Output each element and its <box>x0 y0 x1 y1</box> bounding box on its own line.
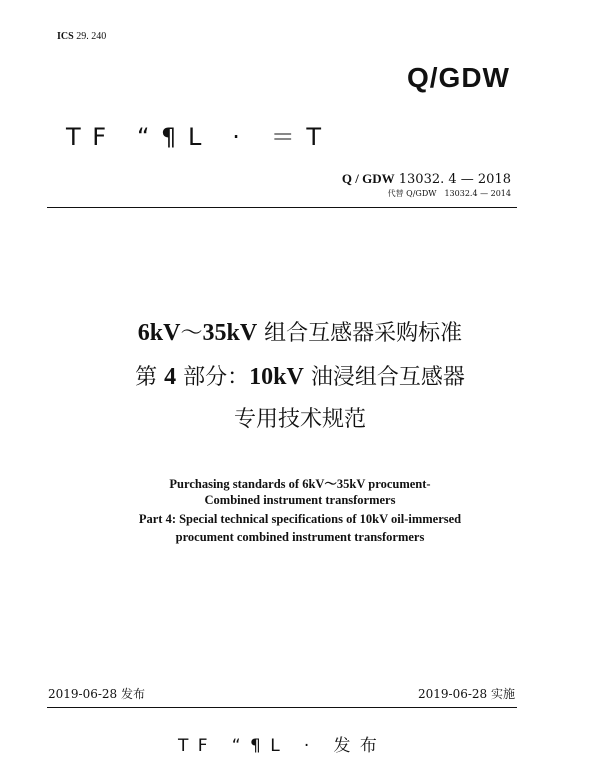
standard-logo: Q/GDW <box>407 62 510 93</box>
standard-number: Q / GDW 13032. 4 — 2018 <box>341 171 511 187</box>
title-en-line-3: Part 4: Special technical specifications of 10kV oil-immersed <box>138 512 462 526</box>
title-cn-line-1: 6kV～35kV 组合互感器采购标准 <box>137 320 463 346</box>
replaces-note: 代替 Q/GDW 13032.4 — 2014 <box>387 189 511 198</box>
ics-code: ICS 29. 240 <box>57 31 107 42</box>
issuer-banner: T F “ ¶ L · ＝ T <box>66 123 324 151</box>
title-en-line-4: procument combined instrument transformers <box>175 530 425 544</box>
title-en-line-1: Purchasing standards of 6kV～35kV procument- <box>169 477 431 491</box>
bottom-divider <box>47 707 517 708</box>
top-divider <box>47 207 517 208</box>
implement-date: 2019-06-28 实施 <box>417 687 515 701</box>
publisher-line: T F “ ¶ L · 发 布 <box>178 736 379 756</box>
title-cn-line-2: 第 4 部分：10kV 油浸组合互感器 <box>135 364 465 390</box>
title-en-line-2: Combined instrument transformers <box>204 493 396 507</box>
publish-date: 2019-06-28 发布 <box>48 687 146 701</box>
title-cn-line-3: 专用技术规范 <box>233 407 366 432</box>
